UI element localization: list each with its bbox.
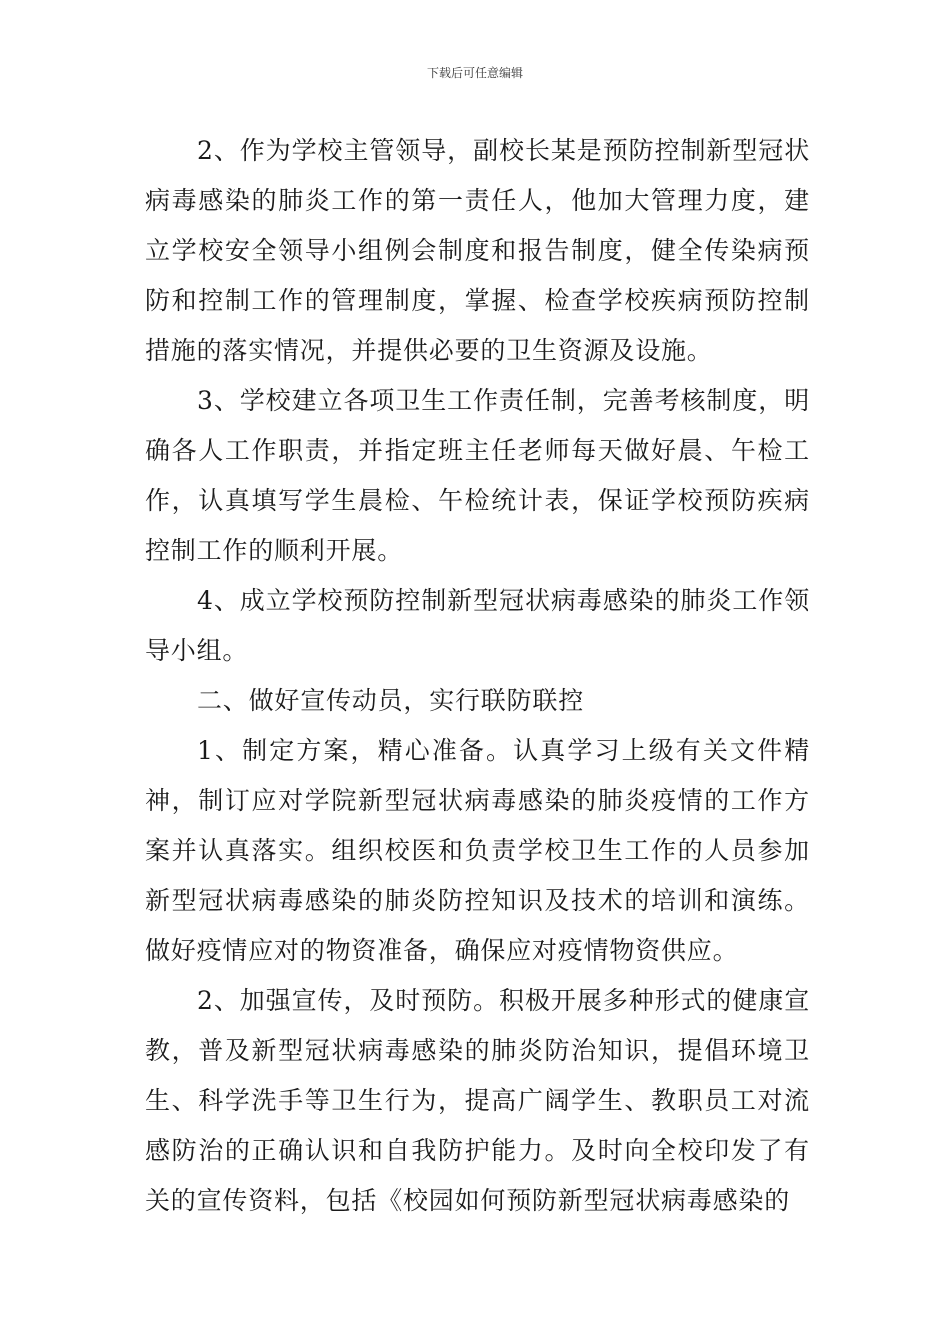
document-body [145,126,810,1226]
paragraph-responsibility-leader: 2、作为学校主管领导，副校长某是预防控制新型冠状病毒感染的肺炎工作的第一责任人，他加大管理力度，建立学校安全领导小组例会制度和报告制度，健全传染病预防和控制工作的管理制度，掌握、检查学校疾病预防控制措施的落实情况，并提供必要的卫生资源及设施。 [145,136,810,365]
paragraph-plan-preparation: 1、制定方案，精心准备。认真学习上级有关文件精神，制订应对学院新型冠状病毒感染的肺炎疫情的工作方案并认真落实。组织校医和负责学校卫生工作的人员参加新型冠状病毒感染的肺炎防控知识及技术的培训和演练。做好疫情应对的物资准备，确保应对疫情物资供应。 [145,736,810,965]
page-header: 下载后可任意编辑 [426,66,523,80]
paragraph-responsibility-system: 3、学校建立各项卫生工作责任制，完善考核制度，明确各人工作职责，并指定班主任老师每天做好晨、午检工作，认真填写学生晨检、午检统计表，保证学校预防疾病控制工作的顺利开展。 [145,386,810,565]
paragraph-leadership-group: 4、成立学校预防控制新型冠状病毒感染的肺炎工作领导小组。 [145,586,810,665]
section-heading-publicity: 二、做好宣传动员，实行联防联控 [197,686,585,715]
paragraph-publicity-prevention: 2、加强宣传，及时预防。积极开展多种形式的健康宣教，普及新型冠状病毒感染的肺炎防治知识，提倡环境卫生、科学洗手等卫生行为，提高广阔学生、教职员工对流感防治的正确认识和自我防护能力。及时向全校印发了有关的宣传资料，包括《校园如何预防新型冠状病毒感染的 [145,986,810,1215]
